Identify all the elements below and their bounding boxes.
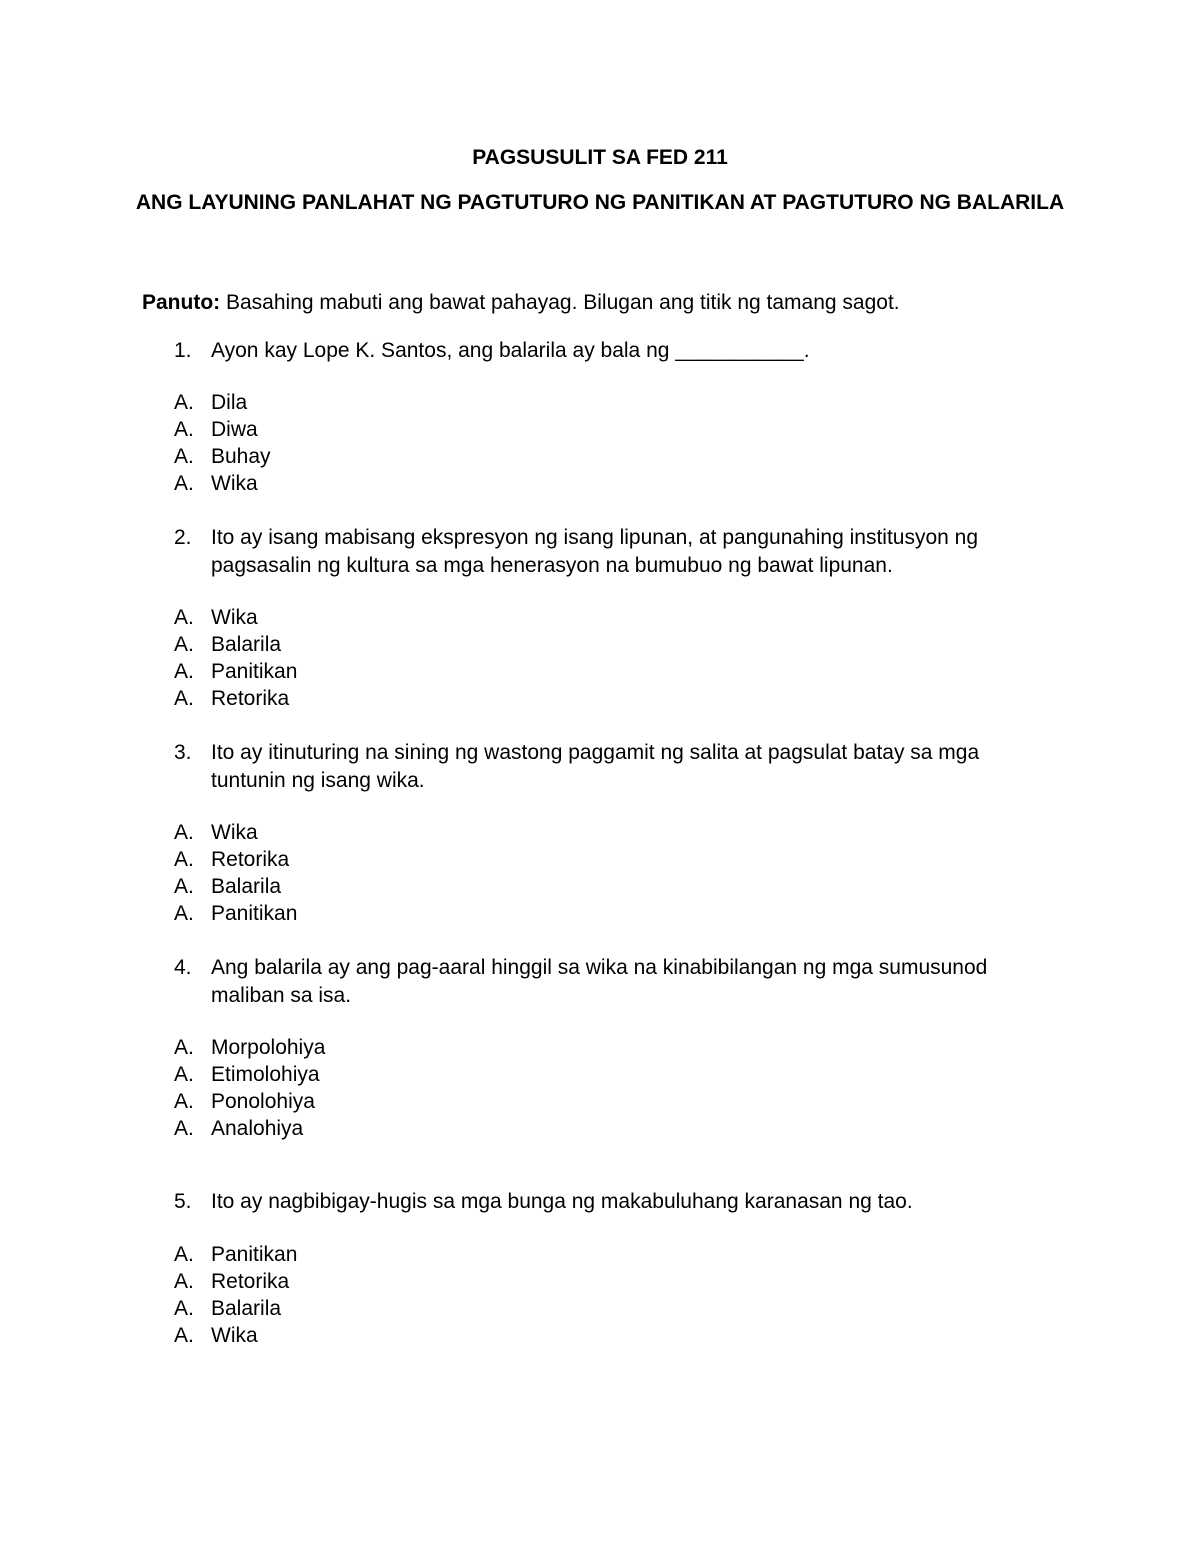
choice[interactable] <box>174 416 271 443</box>
choice-text: Morpolohiya <box>211 1036 326 1059</box>
choices-1 <box>174 389 271 497</box>
choice-text: Diwa <box>211 418 258 441</box>
choices-4 <box>174 1034 325 1142</box>
choice-text: Retorika <box>211 1270 290 1293</box>
choice[interactable] <box>174 1088 325 1115</box>
question-text: Ayon kay Lope K. Santos, ang balarila ay bala ng ___________. <box>211 339 810 362</box>
choice[interactable] <box>174 685 297 712</box>
choice[interactable] <box>174 1268 297 1295</box>
choice-letter: A. <box>174 1243 194 1266</box>
choice-letter: A. <box>174 821 194 844</box>
choice[interactable] <box>174 1322 297 1349</box>
question-1 <box>174 337 1054 365</box>
question-4 <box>174 954 1054 1010</box>
page-subtitle: ANG LAYUNING PANLAHAT NG PAGTUTURO NG PANITIKAN AT PAGTUTURO NG BALARILA <box>135 191 1065 214</box>
choice[interactable] <box>174 389 271 416</box>
instructions-text: Basahing mabuti ang bawat pahayag. Bilugan ang titik ng tamang sagot. <box>220 291 900 314</box>
choice-letter: A. <box>174 1117 194 1140</box>
choice[interactable] <box>174 873 297 900</box>
choice-letter: A. <box>174 418 194 441</box>
choice-text: Analohiya <box>211 1117 304 1140</box>
choice-text: Dila <box>211 391 248 414</box>
instructions <box>142 289 900 317</box>
question-2 <box>174 524 1054 580</box>
choice-text: Panitikan <box>211 902 298 925</box>
choices-2 <box>174 604 297 712</box>
choice[interactable] <box>174 819 297 846</box>
choice-letter: A. <box>174 875 194 898</box>
choice[interactable] <box>174 1295 297 1322</box>
choice-text: Wika <box>211 606 258 629</box>
choice-letter: A. <box>174 633 194 656</box>
choice[interactable] <box>174 443 271 470</box>
choice-text: Panitikan <box>211 1243 298 1266</box>
question-text: Ito ay isang mabisang ekspresyon ng isang lipunan, at pangunahing institusyon ng pagsasalin ng kultura sa mga henerasyon na bumubuo ng bawat lipunan. <box>211 526 979 577</box>
choices-3 <box>174 819 297 927</box>
choice-letter: A. <box>174 1036 194 1059</box>
choice-letter: A. <box>174 1297 194 1320</box>
choice[interactable] <box>174 631 297 658</box>
choice[interactable] <box>174 470 271 497</box>
choice-text: Ponolohiya <box>211 1090 315 1113</box>
choice-text: Wika <box>211 472 258 495</box>
question-3 <box>174 739 1054 795</box>
question-number: 5. <box>174 1190 192 1213</box>
choice-letter: A. <box>174 1063 194 1086</box>
choice-text: Wika <box>211 821 258 844</box>
choice-letter: A. <box>174 472 194 495</box>
choice[interactable] <box>174 658 297 685</box>
choice-text: Balarila <box>211 633 282 656</box>
choice[interactable] <box>174 1034 325 1061</box>
choice-text: Etimolohiya <box>211 1063 320 1086</box>
choice-letter: A. <box>174 848 194 871</box>
choice-letter: A. <box>174 1324 194 1347</box>
question-number: 2. <box>174 526 192 549</box>
choice-letter: A. <box>174 902 194 925</box>
choice-text: Retorika <box>211 687 290 710</box>
page-title: PAGSUSULIT SA FED 211 <box>472 146 728 169</box>
choice-letter: A. <box>174 1090 194 1113</box>
choice[interactable] <box>174 604 297 631</box>
question-text: Ito ay itinuturing na sining ng wastong paggamit ng salita at pagsulat batay sa mga tuntunin ng isang wika. <box>211 741 980 792</box>
question-5 <box>174 1188 1054 1216</box>
choice-text: Balarila <box>211 1297 282 1320</box>
choice-text: Balarila <box>211 875 282 898</box>
choices-5 <box>174 1241 297 1349</box>
choice-letter: A. <box>174 606 194 629</box>
choice-letter: A. <box>174 660 194 683</box>
choice-letter: A. <box>174 391 194 414</box>
choice[interactable] <box>174 846 297 873</box>
choice-letter: A. <box>174 445 194 468</box>
question-text: Ang balarila ay ang pag-aaral hinggil sa wika na kinabibilangan ng mga sumusunod maliban sa isa. <box>211 956 988 1007</box>
choice-text: Panitikan <box>211 660 298 683</box>
choice-text: Retorika <box>211 848 290 871</box>
choice-text: Wika <box>211 1324 258 1347</box>
choice[interactable] <box>174 1115 325 1142</box>
choice-letter: A. <box>174 687 194 710</box>
question-text: Ito ay nagbibigay-hugis sa mga bunga ng makabuluhang karanasan ng tao. <box>211 1190 913 1213</box>
choice[interactable] <box>174 900 297 927</box>
question-number: 3. <box>174 741 192 764</box>
question-number: 4. <box>174 956 192 979</box>
choice[interactable] <box>174 1241 297 1268</box>
instructions-label: Panuto: <box>142 291 221 314</box>
choice[interactable] <box>174 1061 325 1088</box>
choice-text: Buhay <box>211 445 271 468</box>
question-number: 1. <box>174 339 192 362</box>
choice-letter: A. <box>174 1270 194 1293</box>
